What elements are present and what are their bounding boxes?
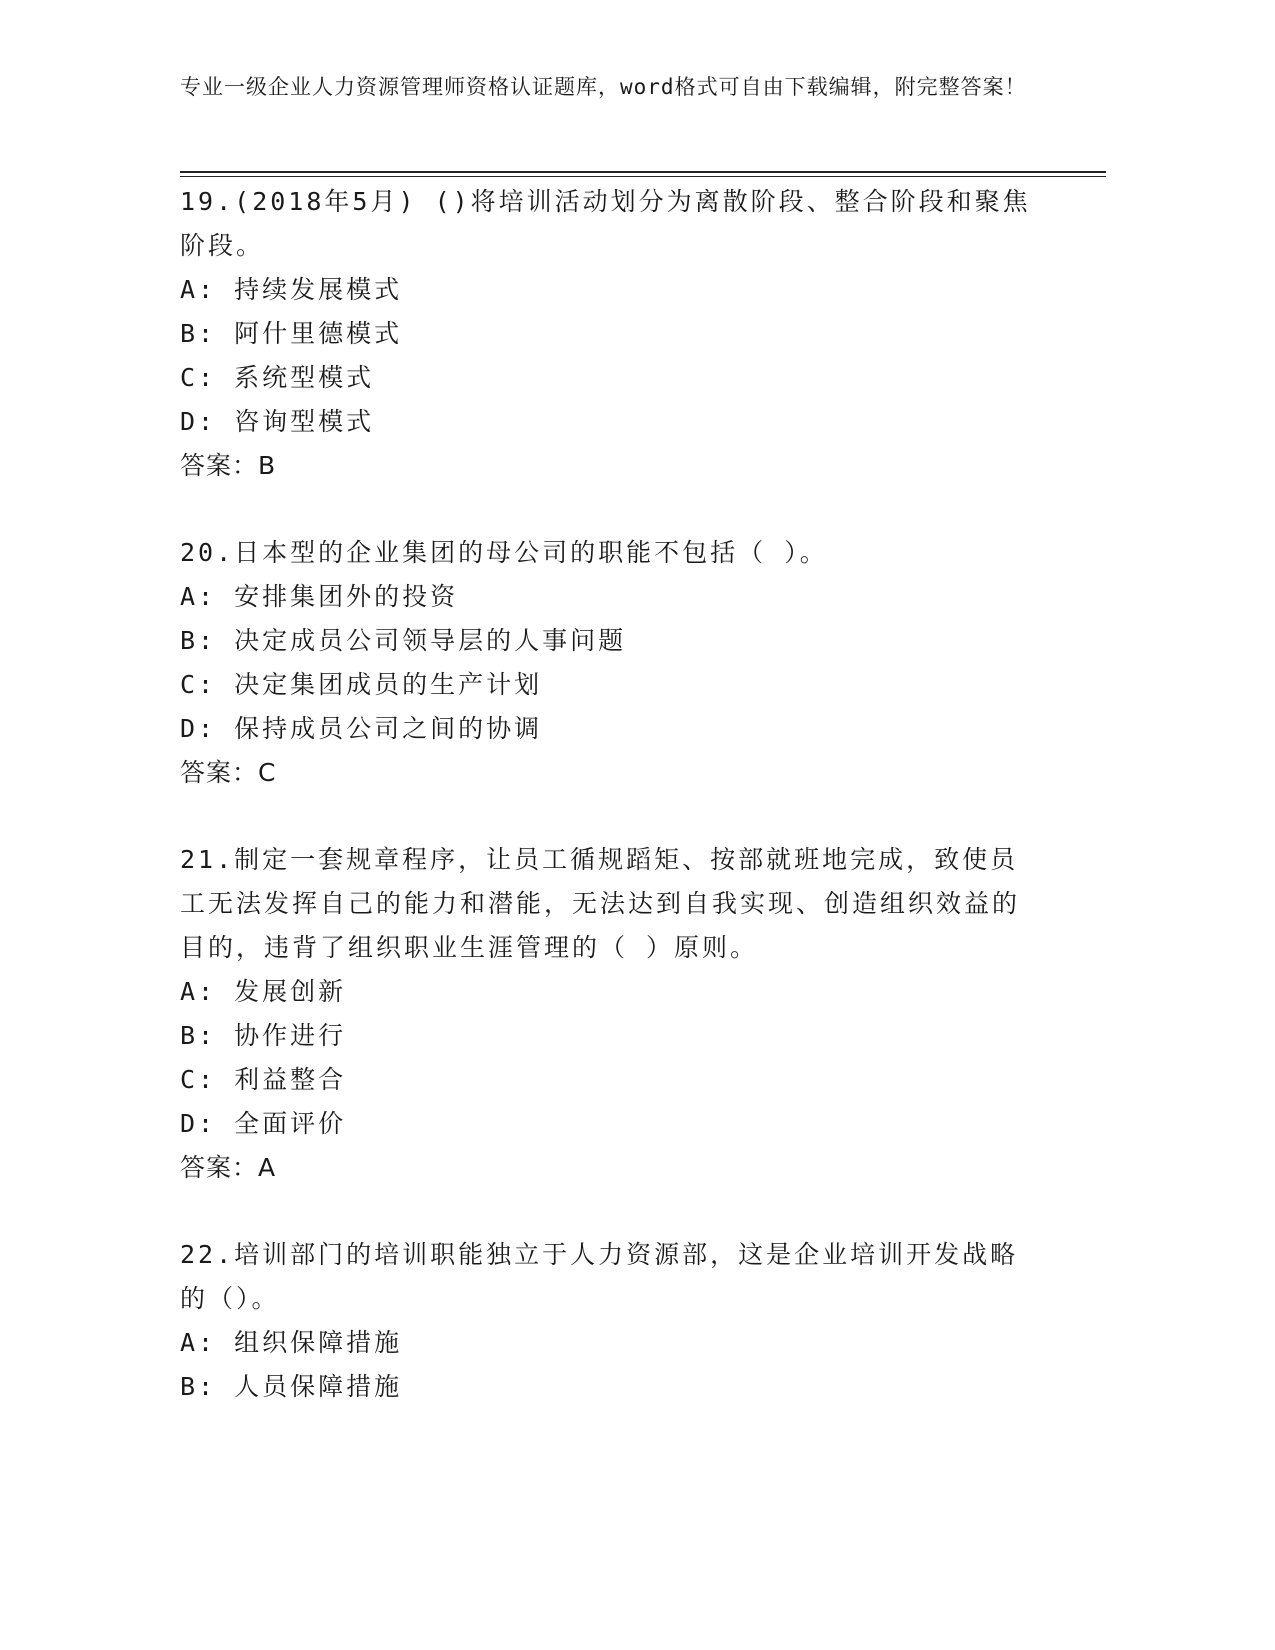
option-a: A: 发展创新 — [180, 977, 347, 1006]
document-header: 专业一级企业人力资源管理师资格认证题库，word格式可自由下载编辑，附完整答案！ — [180, 75, 1027, 99]
question-20 — [180, 531, 1040, 795]
option-c: C: 决定集团成员的生产计划 — [180, 670, 543, 699]
option-a: A: 安排集团外的投资 — [180, 582, 459, 611]
option-a: A: 组织保障措施 — [180, 1328, 403, 1357]
option-b: B: 决定成员公司领导层的人事问题 — [180, 626, 627, 655]
option-b: B: 人员保障措施 — [180, 1372, 403, 1401]
option-d: D: 保持成员公司之间的协调 — [180, 714, 543, 743]
option-b: B: 阿什里德模式 — [180, 319, 403, 348]
header-divider-thick — [180, 171, 1106, 173]
option-c: C: 系统型模式 — [180, 363, 375, 392]
option-b: B: 协作进行 — [180, 1021, 347, 1050]
question-stem: 19.(2018年5月) ()将培训活动划分为离散阶段、整合阶段和聚焦阶段。 — [180, 187, 1031, 260]
question-19 — [180, 180, 1040, 488]
question-list — [180, 180, 1040, 1409]
question-21 — [180, 838, 1040, 1190]
question-stem: 21.制定一套规章程序，让员工循规蹈矩、按部就班地完成，致使员工无法发挥自己的能力和潜能，无法达到自我实现、创造组织效益的目的，违背了组织职业生涯管理的（ ）原则。 — [180, 845, 1021, 962]
option-c: C: 利益整合 — [180, 1065, 347, 1094]
question-22 — [180, 1233, 1040, 1409]
answer: 答案：B — [180, 451, 277, 480]
answer: 答案：A — [180, 1153, 277, 1182]
option-d: D: 全面评价 — [180, 1109, 347, 1138]
answer: 答案：C — [180, 758, 277, 787]
option-d: D: 咨询型模式 — [180, 407, 375, 436]
option-a: A: 持续发展模式 — [180, 275, 403, 304]
header-divider-thin — [180, 176, 1106, 177]
question-stem: 20.日本型的企业集团的母公司的职能不包括（ ）。 — [180, 538, 828, 567]
question-stem: 22.培训部门的培训职能独立于人力资源部，这是企业培训开发战略的（）。 — [180, 1240, 1019, 1313]
